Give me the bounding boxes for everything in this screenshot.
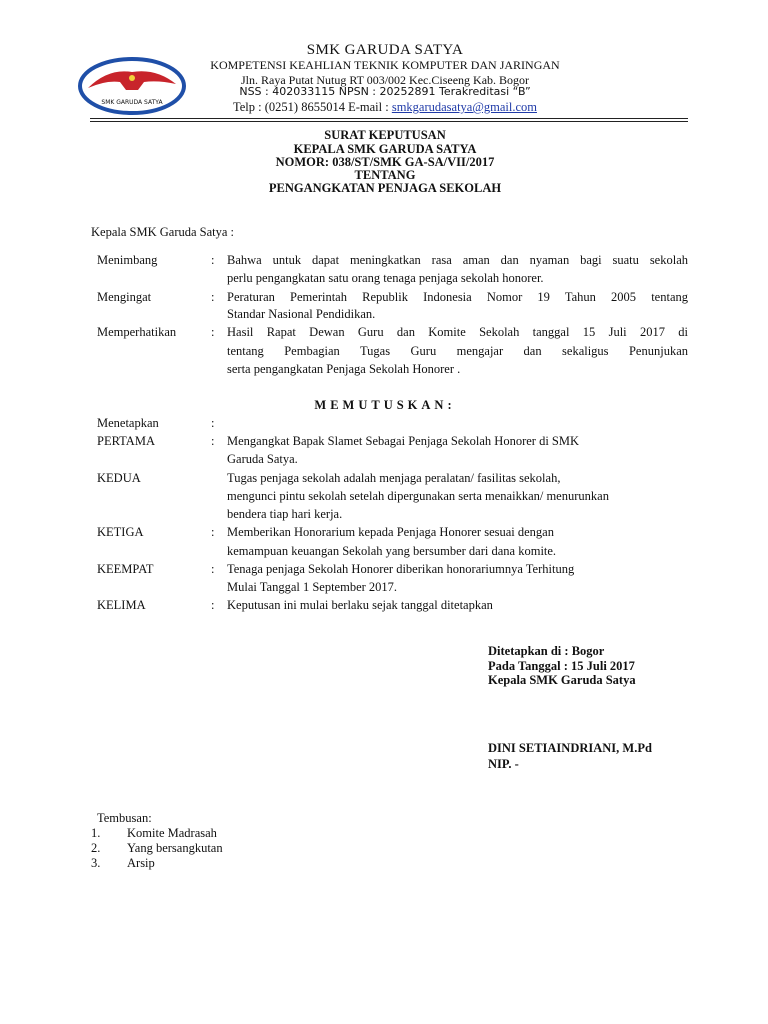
pertama-colon: : xyxy=(211,434,215,448)
header-divider xyxy=(90,118,688,119)
pertama-text-2: Garuda Satya. xyxy=(227,452,298,466)
memperhatikan-text-3: serta pengangkatan Penjaga Sekolah Honorer . xyxy=(227,362,461,376)
menetapkan-label: Menetapkan xyxy=(97,416,159,430)
kedua-text-1: Tugas penjaga sekolah adalah menjaga peralatan/ fasilitas sekolah, xyxy=(227,471,561,485)
tentang-heading: TENTANG xyxy=(354,168,416,182)
memperhatikan-label: Memperhatikan xyxy=(97,325,177,339)
tembusan-num: 3. xyxy=(91,856,101,870)
logo-text: SMK GARUDA SATYA xyxy=(101,99,163,106)
ketiga-text-2: kemampuan keuangan Sekolah yang bersumber dari dana komite. xyxy=(227,544,557,558)
subject-title: PENGANGKATAN PENJAGA SEKOLAH xyxy=(268,181,502,195)
keempat-label: KEEMPAT xyxy=(97,562,154,576)
pada-tanggal: Pada Tanggal : 15 Juli 2017 xyxy=(488,659,635,673)
menimbang-text-1: Bahwa untuk dapat meningkatkan rasa aman dan nyaman bagi suatu sekolah xyxy=(227,253,688,267)
tembusan-item: Komite Madrasah xyxy=(127,826,217,840)
kedua-label: KEDUA xyxy=(97,471,141,485)
contact-line xyxy=(150,100,620,115)
tembusan-num: 2. xyxy=(91,841,101,855)
keempat-text-2: Mulai Tanggal 1 September 2017. xyxy=(227,580,398,594)
kelima-label: KELIMA xyxy=(97,598,146,612)
kedua-text-3: bendera tiap hari kerja. xyxy=(227,507,343,521)
tembusan-heading: Tembusan: xyxy=(97,811,152,825)
keempat-text-1: Tenaga penjaga Sekolah Honorer diberikan honorariumnya Terhitung xyxy=(227,562,575,576)
pertama-label: PERTAMA xyxy=(97,434,155,448)
memutuskan-heading xyxy=(150,398,620,413)
address-line: Jln. Raya Putat Nutug RT 003/002 Kec.Ciseeng Kab. Bogor xyxy=(240,73,530,87)
menimbang-label: Menimbang xyxy=(97,253,158,267)
menimbang-text-2: perlu pengangkatan satu orang tenaga penjaga sekolah honorer. xyxy=(227,271,544,285)
memperhatikan-text-1: Hasil Rapat Dewan Guru dan Komite Sekolah tanggal 15 Juli 2017 di xyxy=(227,325,688,339)
menetapkan-colon: : xyxy=(211,416,215,430)
opening-line: Kepala SMK Garuda Satya : xyxy=(91,225,235,239)
ketiga-text-1: Memberikan Honorarium kepada Penjaga Honorer sesuai dengan xyxy=(227,525,554,539)
school-name: SMK GARUDA SATYA xyxy=(306,42,464,58)
mengingat-text-1: Peraturan Pemerintah Republik Indonesia Nomor 19 Tahun 2005 tentang xyxy=(227,290,688,304)
ketiga-label: KETIGA xyxy=(97,525,144,539)
tembusan-item: Yang bersangkutan xyxy=(127,841,223,855)
signatory-name: DINI SETIAINDRIANI, M.Pd xyxy=(488,741,652,755)
signatory-nip: NIP. - xyxy=(488,757,519,771)
memperhatikan-text-2: tentang Pembagian Tugas Guru mengajar dan sekaligus Penunjukan xyxy=(227,344,688,358)
mengingat-text-2: Standar Nasional Pendidikan. xyxy=(227,307,376,321)
document-title: SURAT KEPUTUSAN xyxy=(324,128,446,142)
mengingat-label: Mengingat xyxy=(97,290,152,304)
keempat-colon: : xyxy=(211,562,215,576)
mengingat-colon: : xyxy=(211,290,215,304)
kelima-text-1: Keputusan ini mulai berlaku sejak tanggal ditetapkan xyxy=(227,598,493,612)
telephone-text: Telp : (0251) 8655014 E-mail : xyxy=(233,100,392,114)
issuer-title: KEPALA SMK GARUDA SATYA xyxy=(293,142,477,156)
menimbang-colon: : xyxy=(211,253,215,267)
tembusan-num: 1. xyxy=(91,826,101,840)
memperhatikan-colon: : xyxy=(211,325,215,339)
tembusan-item: Arsip xyxy=(127,856,155,870)
memutuskan-text: MEMUTUSKAN: xyxy=(314,398,456,412)
ketiga-colon: : xyxy=(211,525,215,539)
signatory-position: Kepala SMK Garuda Satya xyxy=(488,673,636,687)
document-number: NOMOR: 038/ST/SMK GA-SA/VII/2017 xyxy=(275,155,495,169)
ditetapkan-di: Ditetapkan di : Bogor xyxy=(488,644,605,658)
kedua-text-2: mengunci pintu sekolah setelah dipergunakan serta menaikkan/ menurunkan xyxy=(227,489,609,503)
nss-line: NSS : 402033115 NPSN : 20252891 Terakreditasi “B” xyxy=(239,85,531,98)
kelima-colon: : xyxy=(211,598,215,612)
header-divider-thin xyxy=(90,121,688,122)
pertama-text-1: Mengangkat Bapak Slamet Sebagai Penjaga Sekolah Honorer di SMK xyxy=(227,434,580,448)
email-link[interactable]: smkgarudasatya@gmail.com xyxy=(391,100,537,114)
competency-line: KOMPETENSI KEAHLIAN TEKNIK KOMPUTER DAN JARINGAN xyxy=(210,58,560,72)
